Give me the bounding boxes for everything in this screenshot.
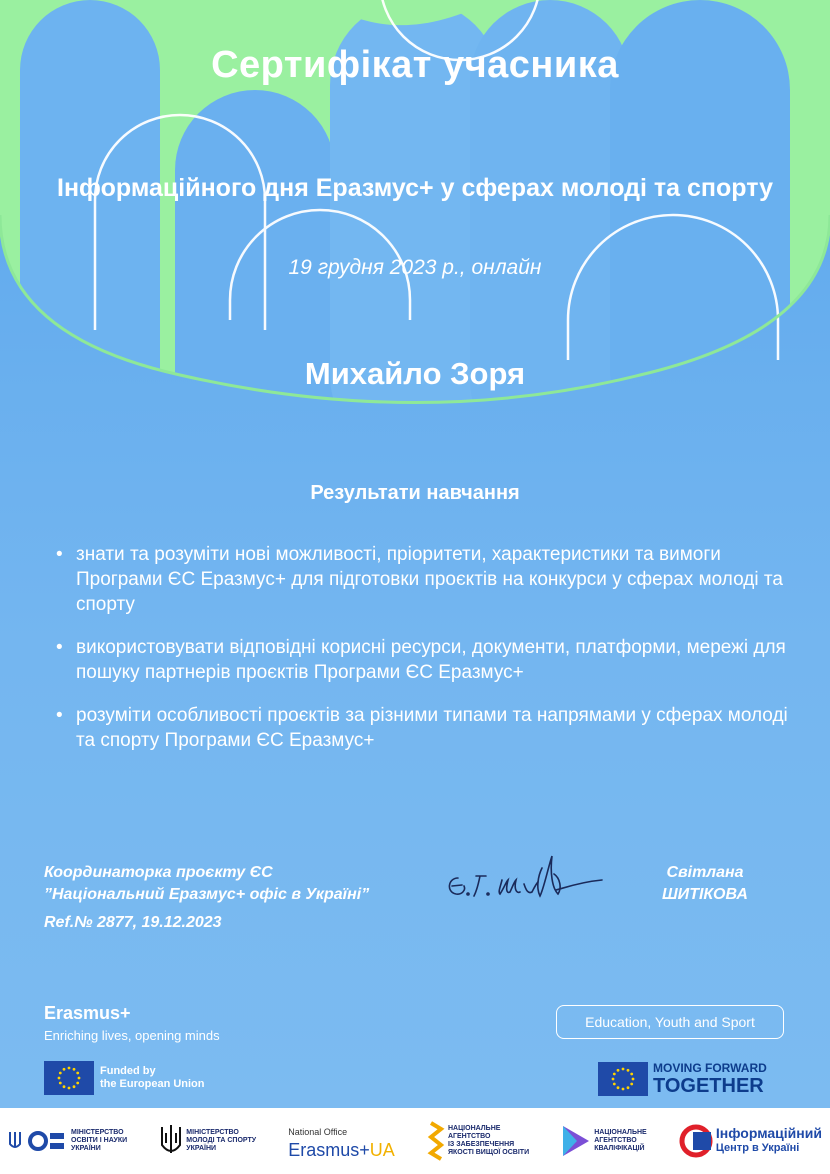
ministry-youth-sport-logo: МІНІСТЕРСТВО МОЛОДІ ТА СПОРТУ УКРАЇНИ (159, 1123, 256, 1159)
signature-image (440, 848, 615, 908)
naqa-symbol-icon (427, 1121, 445, 1161)
results-list (50, 542, 790, 771)
partner-logos-bar (0, 1108, 830, 1174)
results-heading: Результати навчання (310, 482, 520, 504)
moving-forward-together-logo: MOVING FORWARD TOGETHER (598, 1061, 767, 1096)
ministry-education-logo: МІНІСТЕРСТВО ОСВІТИ І НАУКИ УКРАЇНИ (8, 1129, 127, 1153)
eu-flag-icon (44, 1061, 94, 1095)
bullet: • (56, 705, 63, 726)
play-arrow-icon (561, 1124, 591, 1158)
event-subtitle: Інформаційного дня Еразмус+ у сферах молоді та спорту (57, 174, 773, 202)
trident-icon (159, 1123, 183, 1159)
funded-text: Funded by the European Union (100, 1065, 205, 1090)
list-item: • розуміти особливості проєктів за різними типами та напрямами у сферах молоді та спорту Програми ЄС Еразмус+ (56, 705, 788, 751)
funded-by-eu (44, 1061, 205, 1095)
info-centre-symbol-icon (679, 1124, 713, 1158)
trident-icon (8, 1130, 22, 1152)
signatory-name: Світлана ШИТІКОВА (662, 864, 748, 903)
eu-information-centre-logo: Інформаційний Центр в Україні (679, 1124, 822, 1158)
event-date: 19 грудня 2023 р., онлайн (288, 256, 542, 279)
erasmus-logo-text: Erasmus+ (44, 1003, 131, 1023)
erasmus-tagline: Enriching lives, opening minds (44, 1028, 220, 1043)
list-item: • використовувати відповідні корисні ресурси, документи, платформи, мережі для пошуку партнерів проєктів Програми ЄС Еразмус+ (56, 637, 786, 683)
national-erasmus-office-logo: National Office Erasmus+UA (288, 1127, 395, 1160)
certificate-title: Сертифікат учасника (211, 44, 619, 86)
reference-number: Ref.№ 2877, 19.12.2023 (44, 914, 222, 931)
mon-symbol-icon (28, 1129, 68, 1153)
coordinator-role: Координаторка проєкту ЄС ”Національний Еразмус+ офіс в Україні” (44, 864, 370, 903)
nqa-logo: НАЦІОНАЛЬНЕ АГЕНТСТВО КВАЛІФІКАЦІЙ (561, 1124, 646, 1158)
bullet: • (56, 637, 63, 658)
naqa-logo: НАЦІОНАЛЬНЕ АГЕНТСТВО ІЗ ЗАБЕЗПЕЧЕННЯ ЯКОСТІ ВИЩОЇ ОСВІТИ (427, 1121, 529, 1161)
participant-name: Михайло Зоря (304, 356, 526, 391)
education-youth-sport-badge: Education, Youth and Sport (556, 1005, 784, 1039)
eu-flag-icon (598, 1062, 648, 1096)
bullet: • (56, 544, 63, 565)
list-item: • знати та розуміти нові можливості, пріоритети, характеристики та вимоги Програми ЄС Еразмус+ для підготовки проєктів на конкурси у сферах молоді та спорту (56, 544, 783, 615)
